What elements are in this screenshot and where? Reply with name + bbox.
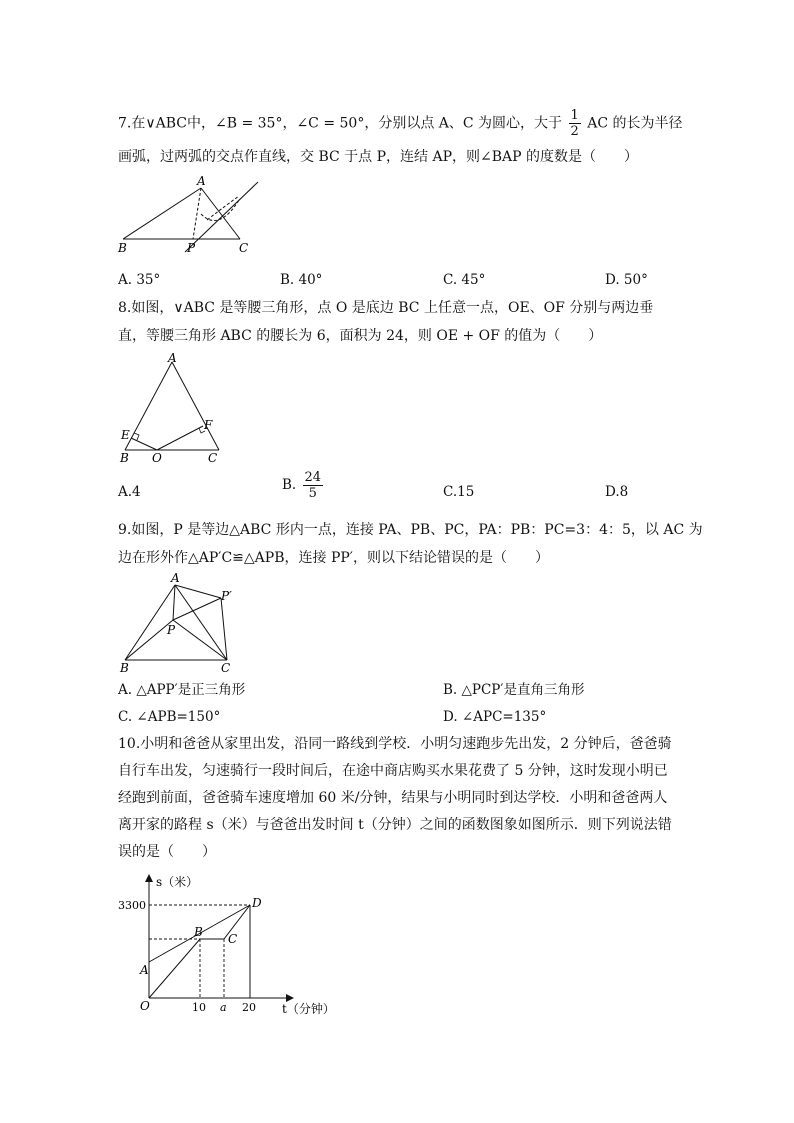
q8-segment-oe	[131, 438, 157, 450]
q9-segment-cp2	[221, 598, 227, 660]
q9-segment-ac	[175, 585, 227, 660]
q7-figure	[115, 172, 275, 258]
q8-label-e: E	[121, 428, 130, 442]
q9-option-a: A. △APP′是正三角形	[118, 682, 246, 698]
q8-option-b	[282, 470, 325, 501]
q9-option-c: C. ∠APB=150°	[118, 709, 221, 725]
q8-label-c: C	[208, 451, 218, 465]
q7-label-a: A	[197, 174, 206, 188]
q7-fraction-denominator: 2	[570, 124, 579, 139]
q10-label-origin: O	[140, 999, 150, 1013]
q9-segment-ap2	[175, 585, 221, 598]
q7-option-b: B. 40°	[280, 272, 323, 288]
q8-option-a: A.4	[118, 484, 141, 500]
q9-label-c: C	[221, 661, 231, 674]
q8-label-f: F	[204, 418, 213, 432]
q10-line-dad	[149, 905, 250, 998]
q7-label-p: P	[187, 241, 196, 255]
q7-stem-line1	[118, 108, 683, 139]
q7-stem-part2: AC 的长为半径	[587, 115, 683, 132]
q10-label-c: C	[228, 932, 238, 946]
q8-segment-ac	[172, 362, 219, 450]
q9-label-p-prime: P′	[221, 589, 232, 603]
q7-fraction-numerator: 1	[570, 108, 579, 123]
q8-option-b-denominator: 5	[308, 486, 317, 501]
q10-tick-20: 20	[242, 1001, 256, 1014]
q8-segment-of	[157, 426, 203, 450]
q7-option-a: A. 35°	[118, 272, 161, 288]
q9-stem-line1: 9.如图，P 是等边△ABC 形内一点，连接 PA、PB、PC，PA：PB：PC=3：4：5，以 AC 为	[118, 522, 703, 538]
q8-segment-ab	[125, 362, 172, 450]
q10-y-axis-label: s（米）	[156, 875, 199, 889]
q8-option-d: D.8	[605, 484, 629, 500]
q9-stem-line2: 边在形外作△AP′C≌△APB，连接 PP′，则以下结论错误的是（ ）	[118, 550, 549, 566]
q9-option-b: B. △PCP′是直角三角形	[443, 682, 585, 698]
q9-segment-pb	[125, 620, 173, 660]
q9-label-p: P	[167, 623, 176, 637]
q8-option-b-numerator: 24	[304, 470, 322, 485]
q10-stem-line4: 离开家的路程 s（米）与爸爸出发时间 t（分钟）之间的函数图象如图所示．则下列说法错	[118, 817, 672, 833]
q10-x-axis-label: t（分钟）	[282, 1002, 335, 1016]
q7-stem-line2: 画弧，过两弧的交点作直线，交 BC 于点 P，连结 AP，则∠BAP 的度数是（ ）	[118, 149, 639, 165]
q8-figure	[115, 350, 235, 466]
q10-stem-line1: 10.小明和爸爸从家里出发，沿同一路线到学校．小明匀速跑步先出发，2 分钟后，爸爸骑	[118, 736, 672, 752]
q8-stem-line2: 直，等腰三角形 ABC 的腰长为 6，面积为 24，则 OE + OF 的值为（ ）	[118, 328, 603, 344]
q8-option-c: C.15	[443, 484, 475, 500]
q10-tick-10: 10	[192, 1001, 206, 1014]
q9-figure	[115, 570, 255, 674]
q10-stem-line2: 自行车出发，匀速骑行一段时间后，在途中商店购买水果花费了 5 分钟，这时发现小明已	[118, 763, 668, 779]
q7-segment-ap-dashed	[193, 188, 201, 239]
q10-label-d: D	[252, 896, 262, 910]
q8-stem-line1: 8.如图，∨ABC 是等腰三角形，点 O 是底边 BC 上任意一点，OE、OF 分别与两边垂	[118, 300, 654, 316]
q10-label-a: A	[140, 963, 149, 977]
q7-stem-part1: 7.在∨ABC中，∠B = 35°，∠C = 50°，分别以点 A、C 为圆心，大于	[118, 115, 563, 132]
q7-option-d: D. 50°	[605, 272, 648, 288]
q9-label-a: A	[171, 571, 180, 585]
q9-label-b: B	[120, 661, 129, 674]
q7-label-c: C	[239, 241, 249, 255]
q8-label-b: B	[120, 451, 129, 465]
q8-label-a: A	[168, 351, 177, 365]
q10-tick-3300: 3300	[118, 899, 146, 912]
q10-label-b: B	[194, 925, 203, 939]
q10-stem-line5: 误的是（ ）	[118, 844, 216, 860]
q9-option-d: D. ∠APC=135°	[443, 709, 547, 725]
q7-label-b: B	[118, 241, 127, 255]
q7-fraction	[569, 108, 581, 139]
q8-option-b-prefix: B.	[282, 477, 297, 493]
q10-function-graph	[112, 870, 342, 1020]
q8-option-b-fraction	[303, 470, 324, 501]
q10-stem-line3: 经跑到前面，爸爸骑车速度增加 60 米/分钟，结果与小明同时到达学校．小明和爸爸两人	[118, 790, 668, 806]
q8-right-angle-e	[134, 433, 139, 440]
q9-segment-pc	[173, 620, 227, 660]
q9-segment-pa	[173, 585, 175, 620]
q8-label-o: O	[152, 451, 162, 465]
q7-option-c: C. 45°	[443, 272, 486, 288]
q7-segment-ba	[123, 188, 201, 239]
q10-tick-a: a	[220, 1001, 227, 1014]
